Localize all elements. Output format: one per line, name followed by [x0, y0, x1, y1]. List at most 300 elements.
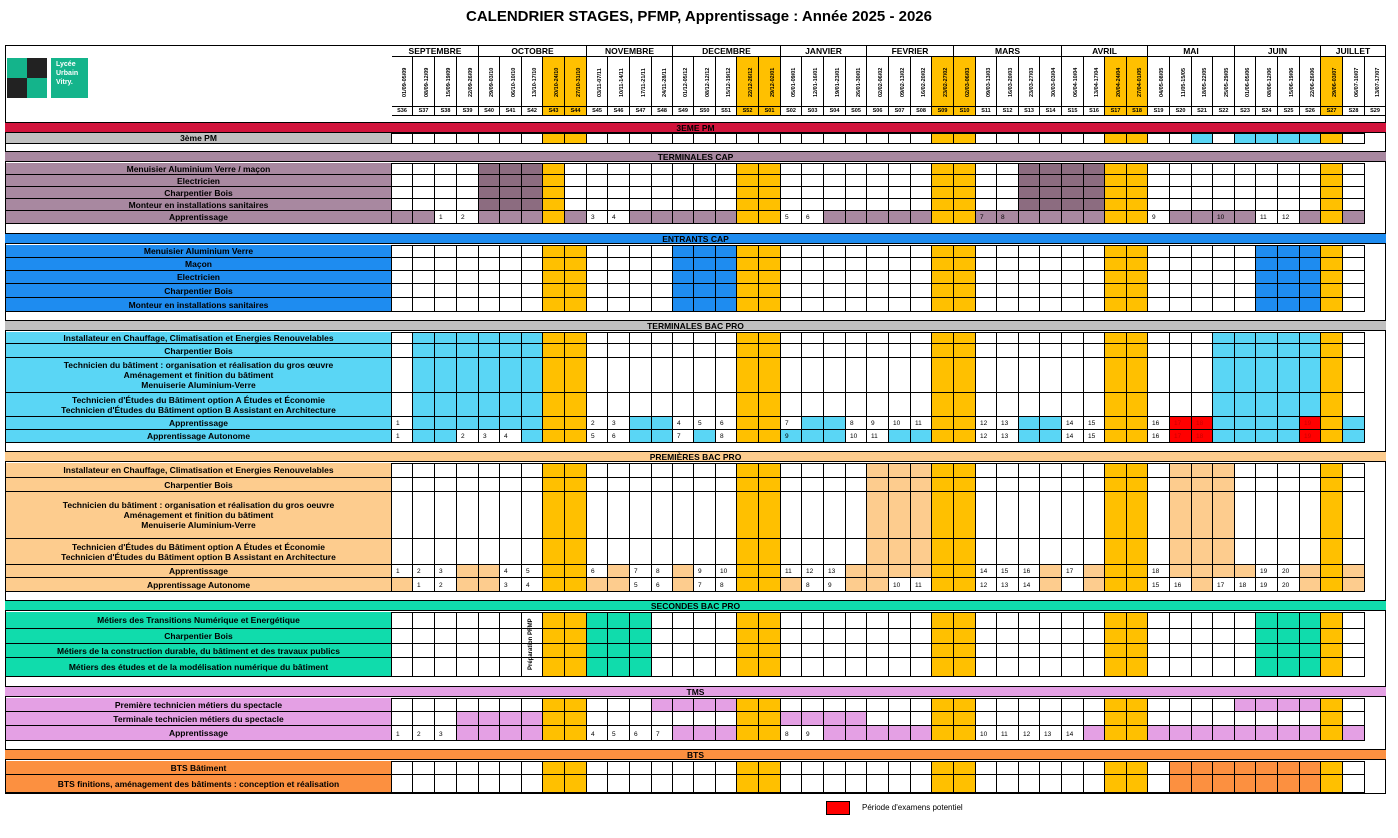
week-dates [954, 57, 976, 107]
calendar-cell [1170, 393, 1192, 417]
calendar-cell [824, 344, 846, 358]
calendar-cell [1343, 726, 1365, 741]
calendar-cell [889, 358, 911, 393]
calendar-cell [932, 187, 954, 199]
session-number: 1 [396, 420, 400, 427]
calendar-cell [694, 775, 716, 793]
calendar-cell [1300, 629, 1321, 644]
session-number: 15 [1088, 420, 1096, 427]
row-label [5, 258, 392, 271]
calendar-cell [716, 629, 737, 644]
calendar-cell [522, 284, 543, 298]
calendar-cell [716, 175, 737, 187]
calendar-cell [1192, 578, 1213, 592]
calendar-cell [1235, 211, 1256, 224]
calendar-cell [1321, 698, 1343, 712]
calendar-cell [889, 284, 911, 298]
calendar-cell [1084, 712, 1105, 726]
calendar-cell [846, 258, 867, 271]
calendar-cell [997, 698, 1019, 712]
calendar-cell [997, 463, 1019, 478]
calendar-cell [479, 393, 500, 417]
calendar-cell [457, 478, 479, 492]
calendar-cell [824, 565, 846, 578]
calendar-cell [1213, 284, 1235, 298]
row-label-line: Technicien d'Études du Bâtiment option B Assistant en Architecture [61, 551, 336, 562]
calendar-cell [457, 245, 479, 258]
calendar-cell [565, 344, 587, 358]
session-number: 6 [806, 214, 810, 221]
calendar-cell [435, 578, 457, 592]
calendar-cell [954, 298, 976, 312]
calendar-cell [716, 332, 737, 344]
calendar-cell [1235, 199, 1256, 211]
calendar-cell [413, 187, 435, 199]
calendar-cell [479, 187, 500, 199]
session-number: 2 [439, 582, 443, 589]
month-header: JANVIER [781, 45, 867, 57]
calendar-cell [630, 358, 652, 393]
calendar-cell [1256, 629, 1278, 644]
calendar-cell [976, 332, 997, 344]
calendar-cell [392, 698, 413, 712]
calendar-cell [824, 629, 846, 644]
calendar-cell [1170, 539, 1192, 565]
week-dates [392, 57, 413, 107]
calendar-cell [954, 344, 976, 358]
session-number: 11 [915, 582, 922, 589]
calendar-cell [1062, 658, 1084, 677]
calendar-cell [500, 463, 522, 478]
calendar-cell [392, 358, 413, 393]
calendar-cell [1278, 284, 1300, 298]
calendar-cell [1213, 712, 1235, 726]
calendar-cell [1235, 775, 1256, 793]
calendar-cell [1343, 775, 1365, 793]
calendar-cell [1256, 578, 1278, 592]
calendar-cell [867, 578, 889, 592]
calendar-cell [1105, 393, 1127, 417]
calendar-cell [889, 565, 911, 578]
calendar-cell [543, 332, 565, 344]
calendar-cell [889, 175, 911, 187]
calendar-cell [392, 417, 413, 430]
calendar-cell [1084, 644, 1105, 658]
calendar-cell [565, 284, 587, 298]
calendar-cell [759, 726, 781, 741]
calendar-cell [1300, 712, 1321, 726]
week-date-range: 06/07-10/07 [1353, 67, 1360, 97]
calendar-cell [1213, 698, 1235, 712]
calendar-cell [587, 344, 608, 358]
calendar-cell [522, 199, 543, 211]
week-date-range: 29/06-03/07 [1331, 67, 1338, 97]
calendar-cell [1213, 187, 1235, 199]
session-number: 18 [1152, 568, 1160, 575]
session-number: 12 [980, 433, 988, 440]
calendar-cell [1062, 539, 1084, 565]
week-number: S20 [1170, 107, 1192, 116]
calendar-cell [1105, 761, 1127, 775]
calendar-cell [737, 644, 759, 658]
calendar-cell [932, 430, 954, 443]
calendar-cell [652, 344, 673, 358]
calendar-cell [802, 726, 824, 741]
calendar-cell [1148, 211, 1170, 224]
calendar-cell [435, 344, 457, 358]
calendar-cell [1170, 358, 1192, 393]
session-number: 20 [1282, 568, 1290, 575]
calendar-cell [587, 539, 608, 565]
week-dates [1278, 57, 1300, 107]
calendar-cell [457, 761, 479, 775]
calendar-cell [1170, 775, 1192, 793]
calendar-cell [932, 712, 954, 726]
calendar-cell [932, 775, 954, 793]
calendar-cell [911, 258, 932, 271]
calendar-cell [1300, 187, 1321, 199]
calendar-cell [932, 393, 954, 417]
calendar-cell [479, 612, 500, 629]
session-number: 2 [417, 568, 421, 575]
calendar-cell [846, 199, 867, 211]
calendar-cell [824, 284, 846, 298]
calendar-cell [824, 539, 846, 565]
calendar-cell [694, 199, 716, 211]
calendar-cell [1084, 761, 1105, 775]
calendar-cell [630, 175, 652, 187]
calendar-cell [889, 298, 911, 312]
session-number: 16 [1152, 420, 1160, 427]
calendar-cell [954, 761, 976, 775]
calendar-cell [630, 284, 652, 298]
calendar-cell [479, 298, 500, 312]
calendar-cell [1105, 775, 1127, 793]
session-number: 17 [1174, 433, 1182, 440]
calendar-cell [392, 658, 413, 677]
week-dates [867, 57, 889, 107]
calendar-cell [673, 492, 694, 539]
calendar-cell [1062, 358, 1084, 393]
calendar-cell [802, 658, 824, 677]
calendar-cell [911, 344, 932, 358]
school-logo [7, 56, 88, 100]
calendar-cell [630, 344, 652, 358]
calendar-cell [1127, 417, 1148, 430]
calendar-cell [652, 658, 673, 677]
calendar-cell [932, 298, 954, 312]
calendar-cell [1105, 344, 1127, 358]
calendar-cell [673, 658, 694, 677]
calendar-cell [759, 271, 781, 284]
calendar-cell [824, 332, 846, 344]
calendar-cell [1105, 612, 1127, 629]
calendar-cell [1127, 492, 1148, 539]
calendar-cell [846, 163, 867, 175]
calendar-cell [1213, 492, 1235, 539]
calendar-cell [781, 393, 802, 417]
calendar-cell [1343, 612, 1365, 629]
calendar-cell [565, 492, 587, 539]
session-number: 10 [893, 420, 901, 427]
calendar-cell [1343, 478, 1365, 492]
calendar-cell [846, 712, 867, 726]
calendar-cell [694, 644, 716, 658]
session-number: 1 [417, 582, 421, 589]
calendar-cell [997, 539, 1019, 565]
calendar-cell [867, 612, 889, 629]
calendar-cell [781, 658, 802, 677]
calendar-cell [457, 712, 479, 726]
row-label [5, 726, 392, 741]
calendar-cell [1343, 133, 1365, 144]
calendar-cell [673, 332, 694, 344]
session-number: 19 [1260, 568, 1268, 575]
calendar-cell [435, 658, 457, 677]
week-dates [976, 57, 997, 107]
calendar-cell [954, 258, 976, 271]
calendar-cell [1343, 644, 1365, 658]
session-number: 3 [483, 433, 487, 440]
calendar-cell [565, 578, 587, 592]
calendar-cell [1019, 712, 1040, 726]
row-label-line: Aménagement et finition du bâtiment [123, 370, 274, 380]
calendar-cell [1278, 775, 1300, 793]
calendar-cell [1300, 175, 1321, 187]
calendar-cell [457, 298, 479, 312]
calendar-cell [846, 430, 867, 443]
calendar-cell [413, 761, 435, 775]
row-label [5, 658, 392, 677]
calendar-cell [673, 271, 694, 284]
calendar-cell [1256, 775, 1278, 793]
calendar-cell [1256, 358, 1278, 393]
calendar-cell [479, 463, 500, 478]
calendar-cell [500, 298, 522, 312]
week-number: S17 [1105, 107, 1127, 116]
calendar-cell [1148, 187, 1170, 199]
calendar-cell [1300, 199, 1321, 211]
calendar-cell [867, 712, 889, 726]
session-number: 15 [1001, 568, 1009, 575]
calendar-cell [500, 712, 522, 726]
calendar-cell [630, 332, 652, 344]
calendar-cell [1192, 658, 1213, 677]
calendar-cell [911, 478, 932, 492]
calendar-cell [392, 344, 413, 358]
calendar-cell [889, 133, 911, 144]
calendar-cell [1278, 332, 1300, 344]
calendar-cell [716, 492, 737, 539]
calendar-cell [1192, 612, 1213, 629]
calendar-cell [932, 133, 954, 144]
calendar-cell [1105, 430, 1127, 443]
calendar-cell [1300, 271, 1321, 284]
calendar-cell [932, 463, 954, 478]
calendar-cell [1235, 658, 1256, 677]
calendar-cell [1300, 245, 1321, 258]
calendar-cell [500, 211, 522, 224]
calendar-cell [565, 539, 587, 565]
calendar-cell [1321, 175, 1343, 187]
calendar-cell [1019, 199, 1040, 211]
calendar-cell [543, 478, 565, 492]
week-number: S12 [997, 107, 1019, 116]
session-number: 7 [980, 214, 984, 221]
calendar-cell [500, 775, 522, 793]
calendar-cell [889, 430, 911, 443]
calendar-cell [479, 775, 500, 793]
calendar-cell [997, 175, 1019, 187]
calendar-cell [867, 726, 889, 741]
calendar-cell [652, 417, 673, 430]
calendar-cell [479, 430, 500, 443]
calendar-cell [630, 199, 652, 211]
row-label [5, 332, 392, 344]
calendar-cell [1105, 658, 1127, 677]
calendar-cell [889, 417, 911, 430]
calendar-cell [911, 539, 932, 565]
calendar-cell [1343, 393, 1365, 417]
calendar-cell [976, 175, 997, 187]
calendar-cell [976, 658, 997, 677]
calendar-cell [1300, 539, 1321, 565]
calendar-cell [457, 644, 479, 658]
week-number: S38 [435, 107, 457, 116]
calendar-cell [1300, 698, 1321, 712]
calendar-cell [781, 775, 802, 793]
calendar-cell [889, 344, 911, 358]
session-number: 2 [461, 433, 465, 440]
calendar-cell [587, 199, 608, 211]
calendar-cell [543, 539, 565, 565]
calendar-cell [479, 199, 500, 211]
row-label [5, 393, 392, 417]
calendar-cell [1256, 344, 1278, 358]
calendar-cell [694, 578, 716, 592]
calendar-cell [543, 211, 565, 224]
calendar-cell [673, 344, 694, 358]
row-label-line: Apprentissage Autonome [146, 431, 251, 441]
row-label-line: Métiers des études et de la modélisation numérique du bâtiment [68, 662, 329, 672]
calendar-cell [1235, 133, 1256, 144]
calendar-cell [1321, 393, 1343, 417]
week-dates [1321, 57, 1343, 107]
calendar-cell [435, 298, 457, 312]
row-label [5, 775, 392, 793]
calendar-cell [1148, 199, 1170, 211]
calendar-cell [608, 463, 630, 478]
calendar-cell [781, 284, 802, 298]
month-header: OCTOBRE [479, 45, 587, 57]
calendar-cell [1127, 612, 1148, 629]
week-dates [1062, 57, 1084, 107]
calendar-cell [543, 565, 565, 578]
calendar-cell [911, 298, 932, 312]
calendar-cell [1040, 478, 1062, 492]
calendar-cell [737, 332, 759, 344]
calendar-cell [846, 332, 867, 344]
calendar-cell [867, 644, 889, 658]
calendar-cell [1321, 612, 1343, 629]
calendar-cell [435, 775, 457, 793]
calendar-cell [1127, 358, 1148, 393]
session-number: 3 [591, 214, 595, 221]
calendar-cell [1256, 175, 1278, 187]
session-number: 5 [698, 420, 702, 427]
calendar-cell [1278, 133, 1300, 144]
calendar-cell [479, 644, 500, 658]
calendar-cell [587, 658, 608, 677]
calendar-cell [652, 539, 673, 565]
row-label-line: Apprentissage [168, 212, 229, 222]
calendar-cell [457, 393, 479, 417]
calendar-cell [565, 478, 587, 492]
week-dates [932, 57, 954, 107]
calendar-cell [522, 298, 543, 312]
calendar-cell [737, 629, 759, 644]
calendar-cell [608, 298, 630, 312]
row-label-line: Monteur en installations sanitaires [128, 299, 269, 310]
calendar-cell [1343, 761, 1365, 775]
calendar-cell [1062, 612, 1084, 629]
calendar-cell [1321, 712, 1343, 726]
calendar-cell [1105, 565, 1127, 578]
calendar-cell [413, 629, 435, 644]
calendar-cell [522, 761, 543, 775]
calendar-cell [630, 712, 652, 726]
calendar-cell [479, 478, 500, 492]
calendar-cell [608, 163, 630, 175]
calendar-cell [1040, 492, 1062, 539]
calendar-cell [413, 358, 435, 393]
row-label [5, 163, 392, 175]
row-label [5, 578, 392, 592]
calendar-cell [587, 284, 608, 298]
row-label-line: Apprentissage [168, 566, 229, 576]
calendar-cell [392, 463, 413, 478]
week-date-range: 23/03-27/03 [1029, 67, 1035, 97]
calendar-cell [1213, 211, 1235, 224]
calendar-cell [479, 258, 500, 271]
calendar-cell [630, 245, 652, 258]
week-date-range: 23/02-27/02 [942, 67, 949, 97]
week-number: S52 [737, 107, 759, 116]
calendar-cell [1235, 344, 1256, 358]
calendar-cell [911, 761, 932, 775]
calendar-cell [737, 565, 759, 578]
week-number: S14 [1040, 107, 1062, 116]
calendar-cell [867, 698, 889, 712]
calendar-cell [608, 612, 630, 629]
calendar-cell [457, 271, 479, 284]
calendar-cell [1300, 726, 1321, 741]
week-number: S40 [479, 107, 500, 116]
month-header: JUIN [1235, 45, 1321, 57]
calendar-cell [1343, 463, 1365, 478]
calendar-cell [1148, 393, 1170, 417]
calendar-cell [716, 775, 737, 793]
session-number: 6 [634, 731, 638, 738]
session-number: 19 [1304, 420, 1312, 427]
calendar-cell [1062, 775, 1084, 793]
calendar-cell [911, 698, 932, 712]
week-dates [1192, 57, 1213, 107]
session-number: 16 [1174, 582, 1182, 589]
row-label [5, 539, 392, 565]
calendar-cell [673, 133, 694, 144]
calendar-cell [1343, 658, 1365, 677]
